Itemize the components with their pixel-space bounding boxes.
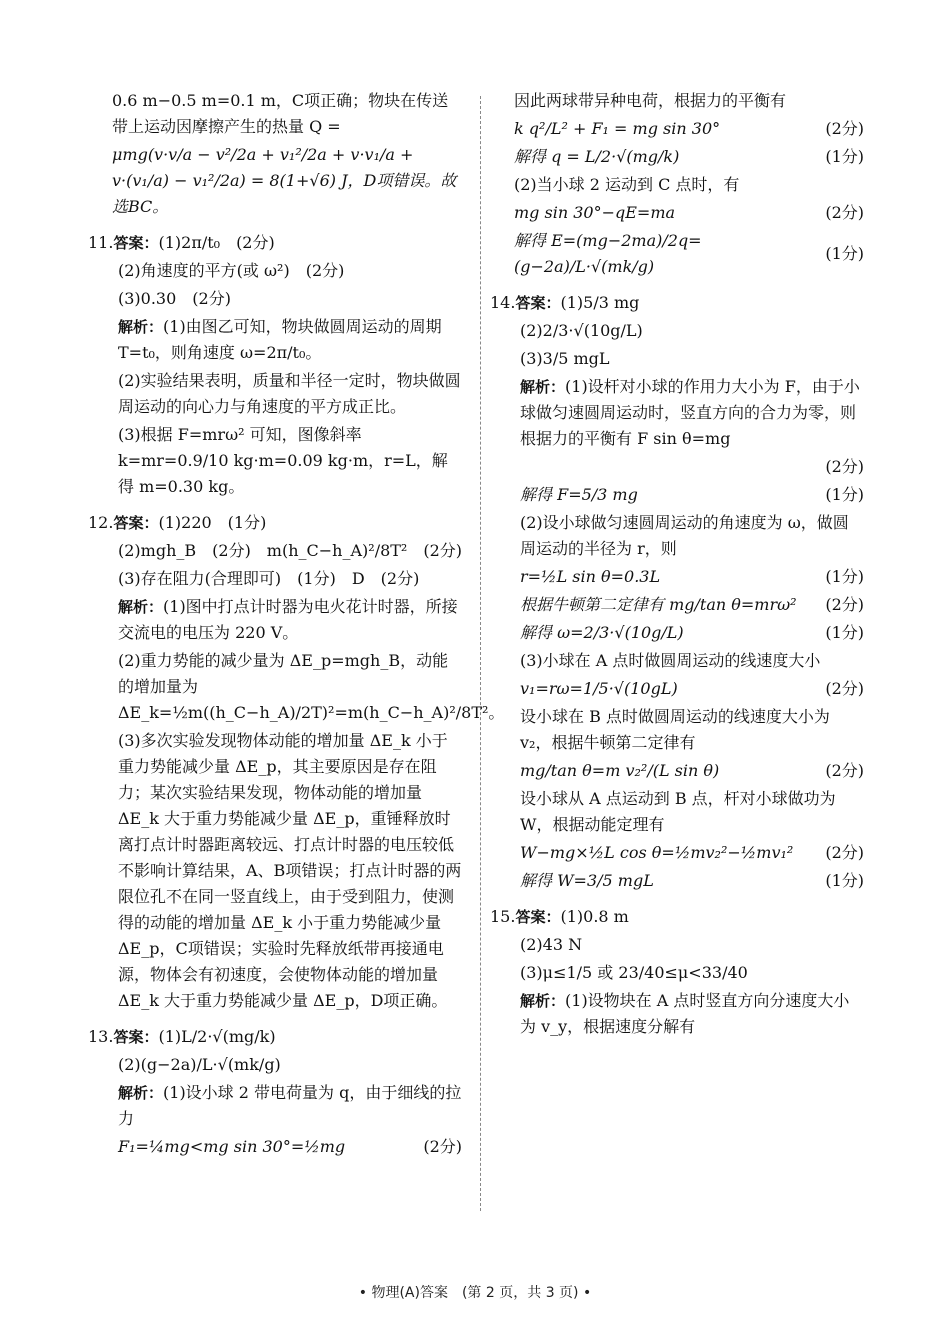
score: (1分)	[825, 147, 864, 166]
question-11	[88, 230, 462, 500]
equation: 解得 W=3/5 mgL	[520, 871, 654, 890]
equation: k q²/L² + F₁ = mg sin 30°	[514, 119, 721, 138]
answer-2: (2)(g−2a)/L·√(mk/g)	[118, 1055, 281, 1074]
answer-label: 答案：	[515, 908, 561, 926]
column-divider	[480, 96, 481, 1211]
equation: 根据牛顿第二定律有 mg/tan θ=mrω²	[520, 595, 797, 614]
answer-label: 答案：	[113, 234, 159, 252]
analysis-1: (1)图中打点计时器为电火花计时器，所接交流电的电压为 220 V。	[118, 597, 458, 642]
score: (1分)	[825, 244, 864, 263]
analysis-1: (1)设杆对小球的作用力大小为 F，由于小球做匀速圆周运动时，竖直方向的合力为零，则根据力的平衡有 F sin θ=mg	[520, 377, 860, 448]
score: (2分)	[825, 761, 864, 780]
continuation-text: 0.6 m−0.5 m=0.1 m，C项正确；物块在传送带上运动因摩擦产生的热量 Q =	[112, 91, 449, 136]
answer-2: (2)43 N	[520, 935, 583, 954]
analysis-3: (3)根据 F=mrω² 可知，图像斜率 k=mr=0.9/10 kg·m=0.09 kg·m，r=L，解得 m=0.30 kg。	[118, 425, 448, 496]
analysis-label: 解析：	[118, 1084, 164, 1102]
text-line: 设小球从 A 点运动到 B 点，杆对小球做功为 W，根据动能定理有	[520, 789, 836, 834]
question-number: 12.	[88, 513, 114, 532]
score: (1分)	[825, 485, 864, 504]
equation: mg/tan θ=m v₂²/(L sin θ)	[520, 761, 720, 780]
answer-label: 答案：	[113, 514, 159, 532]
score: (1分)	[825, 871, 864, 890]
analysis-1: (1)设小球 2 带电荷量为 q，由于细线的拉力	[118, 1083, 462, 1128]
equation: mg sin 30°−qE=ma	[514, 203, 676, 222]
score: (2分)	[825, 119, 864, 138]
analysis-label: 解析：	[520, 378, 566, 396]
heat-formula: μmg(v·v/a − v²/2a + v₁²/2a + v·v₁/a + v·(v₁/a) − v₁²/2a) = 8(1+√6) J，D项错误。故选BC。	[112, 145, 457, 216]
analysis-1: (1)由图乙可知，物块做圆周运动的周期 T=t₀，则角速度 ω=2π/t₀。	[118, 317, 442, 362]
answer-2: (2)角速度的平方(或 ω²) (2分)	[118, 261, 345, 280]
question-number: 11.	[88, 233, 114, 252]
score: (2分)	[825, 203, 864, 222]
score: (1分)	[825, 623, 864, 642]
answer-3: (3)3/5 mgL	[520, 349, 610, 368]
answer-1: (1)5/3 mg	[560, 293, 640, 312]
equation: 解得 ω=2/3·√(10g/L)	[520, 623, 684, 642]
question-number: 14.	[490, 293, 516, 312]
answer-3: (3)存在阻力(合理即可) (1分) D (2分)	[118, 569, 420, 588]
score: (2分)	[825, 679, 864, 698]
score: (1分)	[825, 567, 864, 586]
question-13	[88, 1024, 462, 1160]
question-number: 13.	[88, 1027, 114, 1046]
answer-2: (2)mgh_B (2分) m(h_C−h_A)²/8T² (2分)	[118, 541, 463, 560]
analysis-2: (2)实验结果表明，质量和半径一定时，物块做圆周运动的向心力与角速度的平方成正比。	[118, 371, 461, 416]
equation: 解得 F=5/3 mg	[520, 485, 638, 504]
answer-label: 答案：	[113, 1028, 159, 1046]
score: (2分)	[423, 1137, 462, 1156]
answer-3: (3)0.30 (2分)	[118, 289, 231, 308]
analysis-label: 解析：	[118, 318, 164, 336]
text-line: 设小球在 B 点时做圆周运动的线速度大小为 v₂，根据牛顿第二定律有	[520, 707, 830, 752]
right-column	[490, 88, 864, 1042]
continuation-text: 因此两球带异种电荷，根据力的平衡有	[514, 91, 787, 110]
page-footer: • 物理(A)答案 (第 2 页，共 3 页) •	[358, 1285, 592, 1301]
answer-1: (1)0.8 m	[560, 907, 629, 926]
answer-1: (1)L/2·√(mg/k)	[158, 1027, 276, 1046]
equation: 解得 E=(mg−2ma)/2q=(g−2a)/L·√(mk/g)	[514, 231, 702, 276]
question-15	[490, 904, 864, 1040]
text-line: (3)小球在 A 点时做圆周运动的线速度大小	[520, 651, 821, 670]
analysis-label: 解析：	[520, 992, 566, 1010]
answer-3: (3)μ≤1/5 或 23/40≤μ<33/40	[520, 963, 748, 982]
answer-label: 答案：	[515, 294, 561, 312]
equation: v₁=rω=1/5·√(10gL)	[520, 679, 678, 698]
equation: r=½L sin θ=0.3L	[520, 567, 661, 586]
score: (2分)	[825, 457, 864, 476]
question-number: 15.	[490, 907, 516, 926]
analysis-1: (1)设物块在 A 点时竖直方向分速度大小为 v_y，根据速度分解有	[520, 991, 850, 1036]
analysis-label: 解析：	[118, 598, 164, 616]
answer-1: (1)220 (1分)	[158, 513, 267, 532]
text-line: (2)设小球做匀速圆周运动的角速度为 ω，做圆周运动的半径为 r，则	[520, 513, 849, 558]
text-line: (2)当小球 2 运动到 C 点时，有	[514, 175, 740, 194]
answer-1: (1)2π/t₀ (2分)	[158, 233, 275, 252]
analysis-3: (3)多次实验发现物体动能的增加量 ΔE_k 小于重力势能减少量 ΔE_p，其主要原因是存在阻力；某次实验结果发现，物体动能的增加量 ΔE_k 大于重力势能减少量 ΔE_p，重锤释放时离打点计时器距离较远、打点计时器的电压较低不影响计算结果，A、B项错误；打点计时器的两限位孔不在同一竖直线上，由于受到阻力，使测得的动能的增加量 ΔE_k 小于重力势能减少量 ΔE_p，C项错误；实验时先释放纸带再接通电源，物体会有初速度，会使物体动能的增加量 ΔE_k 大于重力势能减少量 ΔE_p，D项正确。	[118, 731, 462, 1010]
equation: F₁=¼mg<mg sin 30°=½mg	[118, 1137, 346, 1156]
analysis-2: (2)重力势能的减少量为 ΔE_p=mgh_B，动能的增加量为 ΔE_k=½m((h_C−h_A)/2T)²=m(h_C−h_A)²/8T²。	[118, 651, 505, 722]
equation: W−mg×½L cos θ=½mv₂²−½mv₁²	[520, 843, 794, 862]
equation: 解得 q = L/2·√(mg/k)	[514, 147, 680, 166]
score: (2分)	[825, 595, 864, 614]
question-14	[490, 290, 864, 894]
answer-2: (2)2/3·√(10g/L)	[520, 321, 643, 340]
score: (2分)	[825, 843, 864, 862]
